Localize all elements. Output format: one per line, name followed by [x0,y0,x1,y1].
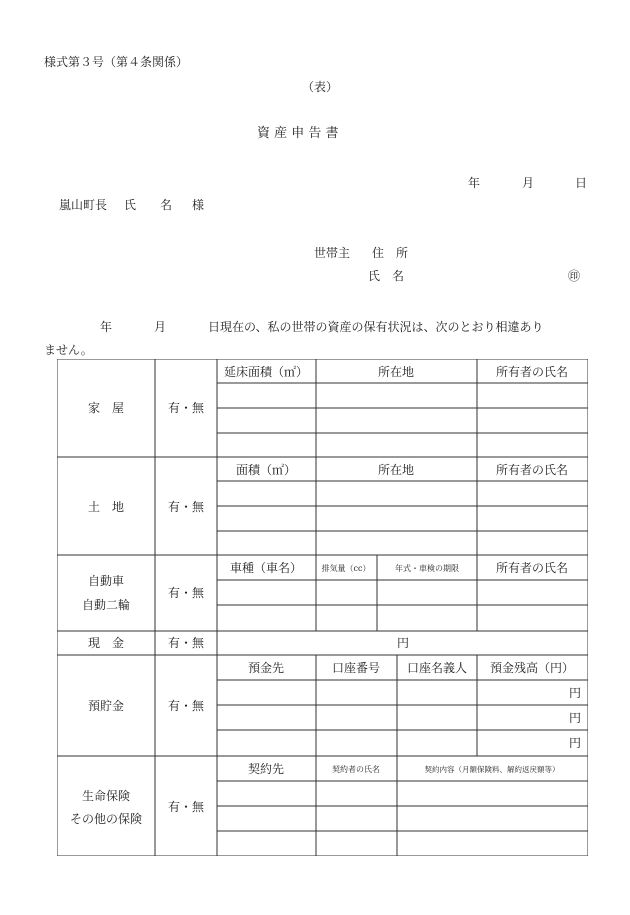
land-area-header: 面積（㎡） [235,463,297,477]
statement-month: 月 [154,320,167,334]
house-area-header: 延床面積（㎡） [223,365,309,379]
statement-text: 日現在の、私の世帯の資産の保有状況は、次のとおり相違あり [208,320,544,334]
vehicle-year-header: 年式・車検の期限 [395,564,459,573]
addressee-name: 氏 名 [124,198,173,212]
savings-label: 預貯金 [87,699,125,713]
land-presence: 有・無 [167,500,205,514]
house-location-header: 所在地 [377,365,415,379]
land-label: 土 地 [87,500,125,514]
asset-table [57,359,588,856]
cash-label: 現 金 [87,636,125,650]
addressee: 嵐山町長 [59,198,108,212]
insurance-label-line1: 生命保険 [81,789,131,803]
form-number: 様式第３号（第４条関係） [44,55,189,69]
document-title: 資 産 申 告 書 [257,126,339,141]
savings-unit: 円 [568,736,581,750]
insurance-details-header: 契約内容（月額保険料、解約返戻額等） [424,765,560,774]
house-owner-header: 所有者の氏名 [495,365,569,379]
applicant-name-label: 氏 名 [368,269,405,283]
savings-account-number-header: 口座番号 [331,661,381,675]
insurance-policyholder-header: 契約者の氏名 [332,765,380,774]
statement-text-continued: ません。 [44,343,93,357]
savings-presence: 有・無 [167,699,205,713]
savings-unit: 円 [568,686,581,700]
vehicle-displacement-header: 排気量（cc） [321,564,371,573]
vehicle-owner-header: 所有者の氏名 [495,561,569,575]
addressee-suffix: 様 [192,198,205,212]
vehicle-label-line2: 自動二輪 [81,598,131,612]
savings-holder-header: 口座名義人 [406,661,468,675]
savings-balance-header: 預金残高（円） [489,661,575,675]
form-side-label: （表） [302,80,339,94]
house-label: 家 屋 [87,401,125,415]
insurance-label-line2: その他の保険 [69,812,143,826]
statement-year: 年 [100,320,113,334]
applicant-address-label: 住 所 [372,246,409,260]
applicant-role: 世帯主 [314,246,351,260]
house-presence: 有・無 [167,401,205,415]
vehicle-model-header: 車種（車名） [229,561,303,575]
vehicle-label-line1: 自動車 [87,574,125,588]
land-location-header: 所在地 [377,463,415,477]
cash-unit: 円 [396,636,410,650]
date-month-label: 月 [522,176,535,190]
insurance-insurer-header: 契約先 [247,762,285,776]
date-day-label: 日 [575,176,588,190]
savings-bank-header: 預金先 [247,661,285,675]
seal-mark: ㊞ [568,269,581,283]
vehicle-presence: 有・無 [167,586,205,600]
savings-unit: 円 [568,711,581,725]
land-owner-header: 所有者の氏名 [495,463,569,477]
cash-presence: 有・無 [167,636,205,650]
date-year-label: 年 [468,176,481,190]
insurance-presence: 有・無 [167,800,205,814]
